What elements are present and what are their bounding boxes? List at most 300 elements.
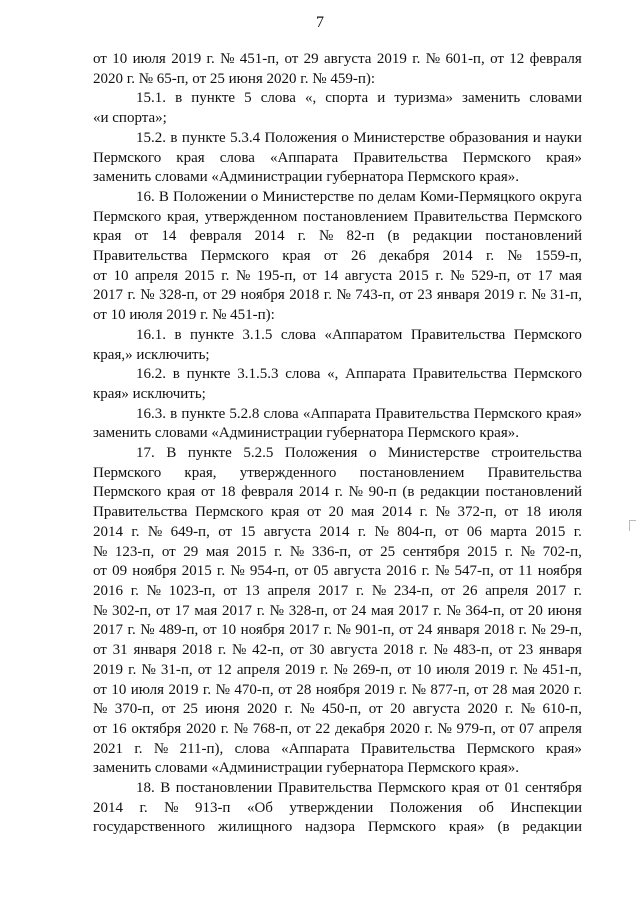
text-word: от — [161, 701, 176, 718]
text-word: в — [170, 405, 178, 422]
text-word: 2015 — [184, 267, 215, 284]
text-line — [93, 621, 582, 641]
text-word: 90-п — [368, 484, 397, 501]
text-word: слова — [285, 366, 321, 383]
text-word: Пермского — [473, 405, 542, 422]
text-word: Коми-Пермяцкого — [419, 188, 536, 205]
text-word: от — [161, 543, 176, 560]
text-word: 450-п, — [322, 701, 362, 718]
text-word: 2019 — [168, 681, 199, 698]
text-word: Положении — [173, 188, 247, 205]
text-word: Аппарата — [345, 366, 406, 383]
text-word: мая — [194, 602, 218, 619]
text-word: мая — [370, 602, 394, 619]
text-word: 211-п), — [179, 740, 224, 757]
text-line — [93, 740, 582, 760]
text-word: № — [215, 681, 230, 698]
text-word: 2015 — [236, 543, 267, 560]
text-word: Пермского — [93, 464, 162, 481]
text-word: 954-п, — [249, 563, 290, 580]
text-word: от — [278, 681, 292, 698]
text-line — [93, 89, 582, 109]
text-word: 16. — [136, 188, 155, 205]
text-word: 1559-п, — [535, 248, 582, 265]
text-line — [93, 405, 582, 425]
text-word: № — [446, 602, 461, 619]
text-word: 20 — [390, 701, 406, 718]
text-word: 649-п, — [170, 523, 210, 540]
text-word: № — [140, 622, 155, 639]
text-word: января — [436, 287, 480, 304]
text-word: августа — [333, 563, 382, 580]
text-word: от — [440, 582, 455, 599]
text-word: № — [164, 799, 179, 816]
text-word: «Аппаратом — [324, 326, 403, 343]
text-word: от — [93, 267, 107, 284]
text-word: № — [319, 228, 334, 245]
text-word: августа — [344, 267, 393, 284]
text-word: 25 — [380, 543, 396, 560]
text-word: редакции — [522, 819, 582, 836]
text-word: надзора — [305, 819, 356, 836]
text-word: 2019 — [484, 287, 515, 304]
text-word: 3.1.5.3 — [237, 366, 279, 383]
text-word: г. — [419, 504, 428, 521]
text-word: № — [425, 51, 441, 67]
text-word: 09 — [112, 563, 128, 580]
text-word: 05 — [313, 563, 329, 580]
text-word: сентября — [525, 780, 582, 797]
text-word: 15.1. — [136, 90, 166, 107]
text-line — [93, 247, 582, 267]
text-word: мая — [351, 504, 375, 521]
text-word: № — [146, 582, 161, 599]
text-word: образования — [449, 129, 529, 146]
text-word: 10 — [416, 661, 432, 678]
text-word: от — [358, 543, 373, 560]
text-word: 12 — [216, 661, 232, 678]
text-word: от — [93, 720, 107, 737]
text-word: от — [399, 622, 413, 639]
text-word: Правительства — [412, 366, 508, 383]
text-word: г. — [355, 582, 365, 599]
text-word: 31-п, — [550, 287, 582, 304]
text-word: пункте — [181, 129, 226, 146]
text-word: Инспекции — [510, 799, 582, 816]
text-word: 31 — [112, 642, 128, 659]
text-word: 24 — [417, 622, 433, 639]
text-word: 29-п, — [550, 622, 582, 639]
text-word: 2021 — [93, 740, 123, 757]
text-word: (в — [387, 228, 400, 245]
text-word: г. — [573, 582, 582, 599]
text-line — [93, 799, 582, 819]
text-line — [93, 267, 582, 287]
text-word: В — [158, 188, 169, 205]
text-word: 11 — [518, 563, 533, 580]
text-word: Положения — [389, 799, 463, 816]
text-word: № — [233, 720, 248, 737]
text-word: от — [218, 523, 233, 540]
text-word: Пермского — [367, 819, 437, 836]
text-word: 123-п, — [114, 543, 155, 560]
text-word: о — [368, 445, 377, 462]
text-line — [93, 602, 582, 622]
text-line — [93, 681, 582, 701]
text-word: 372-п, — [457, 504, 497, 521]
text-word: округа — [539, 188, 582, 205]
text-line — [93, 286, 582, 306]
text-word: 2020 — [185, 720, 216, 737]
text-word: Пермского — [93, 208, 162, 225]
text-word: г. — [419, 642, 428, 659]
text-word: г. — [509, 661, 518, 678]
text-word: постановлении — [175, 780, 273, 797]
text-word: Правительства — [410, 326, 506, 343]
text-word: 5.2.8 — [229, 405, 260, 422]
text-word: 16.2. — [136, 366, 166, 383]
document-body — [93, 50, 582, 838]
text-word: Правительства — [353, 149, 448, 166]
text-word: от — [516, 267, 531, 284]
text-word: января — [539, 642, 582, 659]
text-word: от — [223, 582, 238, 599]
text-line-content: заменить словами «Администрации губернатора Пермского края». — [93, 425, 519, 442]
text-word: 1023-п, — [168, 582, 216, 599]
text-word: края — [271, 504, 300, 521]
text-word: 2014 — [254, 228, 285, 245]
text-word: г. — [504, 543, 514, 560]
text-word: г. — [206, 51, 215, 67]
text-word: 28 — [492, 681, 508, 698]
text-word: № — [93, 602, 108, 619]
text-word: г. — [131, 523, 140, 540]
text-line — [93, 661, 582, 681]
text-word: Пермского — [93, 149, 162, 166]
text-word: 804-п, — [397, 523, 437, 540]
text-word: Правительства — [360, 740, 456, 757]
text-word: слова — [280, 326, 317, 343]
text-line-content: заменить словами «Администрации губернатора Пермского края». — [93, 169, 519, 186]
text-word: № — [520, 543, 535, 560]
text-word: мая — [205, 543, 229, 560]
text-word: г. — [323, 287, 332, 304]
text-word: 2015 — [398, 267, 429, 284]
text-word: г. — [573, 523, 582, 540]
text-word: 24 — [351, 602, 367, 619]
text-line — [93, 444, 582, 464]
text-word: постановлением — [303, 208, 408, 225]
text-word: от — [197, 661, 212, 678]
text-word: края, — [166, 208, 200, 225]
text-word: 2019 — [364, 681, 395, 698]
text-word: от — [156, 602, 170, 619]
text-word: пункте — [190, 326, 234, 343]
text-line — [93, 50, 582, 70]
text-word: 10 — [111, 681, 127, 698]
text-word: 16.3. — [136, 405, 166, 422]
text-word: постановлением — [359, 464, 465, 481]
text-line-content: от 10 июля 2019 г. № 451-п): — [93, 307, 275, 324]
text-line — [93, 306, 582, 326]
text-word: ноября — [240, 287, 285, 304]
text-word: № — [435, 504, 450, 521]
text-word: от — [500, 720, 515, 737]
text-word: 2017 — [318, 582, 349, 599]
text-word: от — [134, 228, 149, 245]
text-word: № — [141, 661, 156, 678]
text-word: от — [485, 780, 500, 797]
text-word: об — [478, 799, 494, 816]
text-word: (в — [497, 819, 510, 836]
text-word: 18 — [220, 484, 236, 501]
text-word: 10 — [221, 622, 237, 639]
text-word: В — [160, 780, 171, 797]
text-word: 10 — [112, 51, 128, 67]
text-word: пункте — [191, 90, 236, 107]
text-word: Пермского — [377, 780, 446, 797]
text-word: 13 — [244, 582, 260, 599]
text-word: г. — [139, 799, 148, 816]
text-line — [93, 543, 582, 563]
text-line — [93, 129, 582, 149]
text-word: 16 — [111, 720, 127, 737]
text-word: от — [93, 642, 107, 659]
text-word: Пермского — [513, 326, 582, 343]
text-line — [93, 385, 582, 405]
text-word: 12 — [509, 51, 525, 67]
text-word: 364-п, — [465, 602, 505, 619]
text-word: по — [358, 188, 374, 205]
text-word: Пермского — [200, 248, 269, 265]
text-word: 42-п, — [252, 642, 284, 659]
text-word: г. — [573, 681, 582, 698]
text-word: 2017 — [535, 582, 566, 599]
text-word: № — [220, 51, 235, 67]
text-word: Министерстве — [353, 129, 445, 146]
text-word: 2018 — [383, 642, 414, 659]
text-word: апреля — [538, 720, 582, 737]
text-line — [93, 523, 582, 543]
text-word: науки — [545, 129, 582, 146]
text-word: делам — [377, 188, 416, 205]
text-word: слова — [219, 149, 255, 166]
text-word: № — [153, 740, 169, 757]
text-word: г. — [435, 267, 444, 284]
text-line — [93, 109, 582, 129]
text-word: 451-п, — [542, 661, 582, 678]
text-word: г. — [518, 287, 527, 304]
text-word: № — [437, 720, 452, 737]
text-word: марта — [490, 523, 528, 540]
text-word: 17 — [537, 267, 553, 284]
text-word: апреля — [485, 582, 529, 599]
text-word: от — [498, 642, 513, 659]
text-word: от — [307, 504, 321, 521]
text-word: 2018 — [484, 622, 515, 639]
text-word: № — [93, 543, 108, 560]
text-line — [93, 326, 582, 346]
text-word: 2015 — [181, 563, 212, 580]
text-word: № — [450, 267, 465, 284]
text-word: г. — [216, 563, 226, 580]
text-word: г. — [320, 661, 329, 678]
text-word: в — [174, 326, 182, 343]
text-word: мая — [558, 267, 582, 284]
text-word: 16.1. — [136, 326, 166, 343]
page-edge-mark — [629, 520, 636, 531]
text-line — [93, 346, 582, 366]
text-word: «Аппарата — [270, 149, 339, 166]
text-word: декабря — [335, 720, 386, 737]
text-word: 01 — [504, 780, 520, 797]
text-word: 07 — [519, 720, 535, 737]
text-word: от — [93, 563, 107, 580]
text-word: пункте — [186, 366, 231, 383]
text-word: № — [236, 267, 251, 284]
text-word: края — [282, 248, 311, 265]
text-word: 2016 — [93, 582, 123, 599]
text-word: 451-п, — [239, 51, 280, 67]
text-word: от — [202, 287, 217, 304]
text-word: утвержденном — [204, 208, 298, 225]
text-word: от — [490, 51, 504, 67]
text-word: г. — [421, 563, 430, 580]
text-word: 10 — [113, 267, 129, 284]
text-word: февраля — [189, 228, 242, 245]
text-line-content: заменить словами «Администрации губернатора Пермского края». — [93, 760, 519, 777]
text-word: от — [284, 51, 299, 67]
text-word: 29 — [221, 287, 237, 304]
text-word: 22 — [315, 720, 331, 737]
text-line — [93, 70, 582, 90]
text-word: г. — [274, 543, 283, 560]
text-word: г. — [221, 267, 230, 284]
text-word: г. — [202, 681, 212, 698]
text-line — [93, 720, 582, 740]
text-word: 547-п, — [454, 563, 494, 580]
text-word: В — [166, 445, 177, 462]
text-word: «Об — [246, 799, 273, 816]
text-word: № — [140, 287, 155, 304]
text-line — [93, 818, 582, 838]
text-line — [93, 562, 582, 582]
text-word: «, — [304, 90, 317, 107]
text-word: 269-п, — [352, 661, 393, 678]
text-word: № — [336, 287, 351, 304]
text-line — [93, 483, 582, 503]
text-word: г. — [217, 642, 227, 659]
text-word: края — [451, 780, 480, 797]
text-word: от — [504, 504, 519, 521]
text-word: г. — [398, 681, 408, 698]
text-word: 901-п, — [355, 622, 395, 639]
text-word: 30 — [309, 642, 325, 659]
text-word: 29 — [303, 51, 319, 67]
text-word: 328-п, — [158, 287, 199, 304]
text-word: ноября — [240, 622, 285, 639]
text-word: 2020 — [539, 681, 570, 698]
text-word: 3.1.5 — [242, 326, 273, 343]
text-word: 743-п, — [355, 287, 395, 304]
text-line — [93, 424, 582, 444]
text-word: 2014 — [93, 523, 123, 540]
text-word: в — [172, 366, 180, 383]
text-word: от — [294, 563, 309, 580]
text-word: 336-п, — [311, 543, 352, 560]
text-word: № — [374, 523, 389, 540]
text-word: 14 — [161, 228, 177, 245]
text-line — [93, 227, 582, 247]
text-word: 2017 — [222, 602, 252, 619]
text-word: жилищного — [217, 819, 293, 836]
text-word: от — [332, 602, 347, 619]
text-line — [93, 700, 582, 720]
text-word: от — [93, 51, 107, 67]
text-word: г. — [284, 701, 293, 718]
text-word: 702-п, — [542, 543, 582, 560]
text-word: 2017 — [93, 287, 123, 304]
text-word: 328-п, — [288, 602, 328, 619]
text-word: Министерстве — [388, 445, 480, 462]
text-line — [93, 779, 582, 799]
text-word: Пермского — [466, 740, 535, 757]
text-line — [93, 208, 582, 228]
text-word: 23 — [417, 287, 433, 304]
text-word: края — [176, 149, 205, 166]
text-word: утверждении — [289, 799, 374, 816]
text-line-content: края,» исключить; — [93, 346, 210, 363]
text-word: июля — [548, 504, 582, 521]
text-word: 2019 — [93, 661, 123, 678]
text-word: августа — [263, 523, 312, 540]
text-word: слова — [260, 90, 296, 107]
text-word: постановлений — [485, 484, 582, 501]
text-word: 29 — [183, 543, 199, 560]
text-word: края, — [184, 464, 217, 481]
text-word: 2014 — [442, 248, 473, 265]
text-word: пункте — [187, 445, 232, 462]
text-word: г. — [127, 622, 136, 639]
text-line-content: «и спорта»; — [93, 110, 167, 127]
text-word: слова — [234, 740, 270, 757]
text-word: Правительства — [413, 208, 509, 225]
text-word: № — [520, 701, 536, 718]
text-word: г. — [505, 701, 514, 718]
text-word: редакции — [420, 484, 480, 501]
text-word: № — [300, 701, 315, 718]
text-word: 2016 — [386, 563, 417, 580]
text-word: Пермского — [462, 149, 531, 166]
text-word: Правительства — [487, 464, 582, 481]
text-word: № — [371, 582, 387, 599]
text-word: 15.2. — [136, 129, 166, 146]
text-word: от — [444, 523, 459, 540]
text-word: от — [499, 563, 513, 580]
text-word: от — [296, 720, 311, 737]
text-word: 5.2.5 — [243, 445, 274, 462]
text-word: 17. — [136, 445, 155, 462]
text-word: сентября — [402, 543, 460, 560]
text-word: 18 — [526, 504, 542, 521]
text-word: № — [411, 681, 426, 698]
text-word: апреля — [267, 582, 311, 599]
text-word: г. — [127, 287, 136, 304]
text-word: г. — [128, 661, 137, 678]
text-word: г. — [518, 622, 527, 639]
text-word: заменить — [462, 90, 521, 107]
text-word: от — [323, 248, 338, 265]
